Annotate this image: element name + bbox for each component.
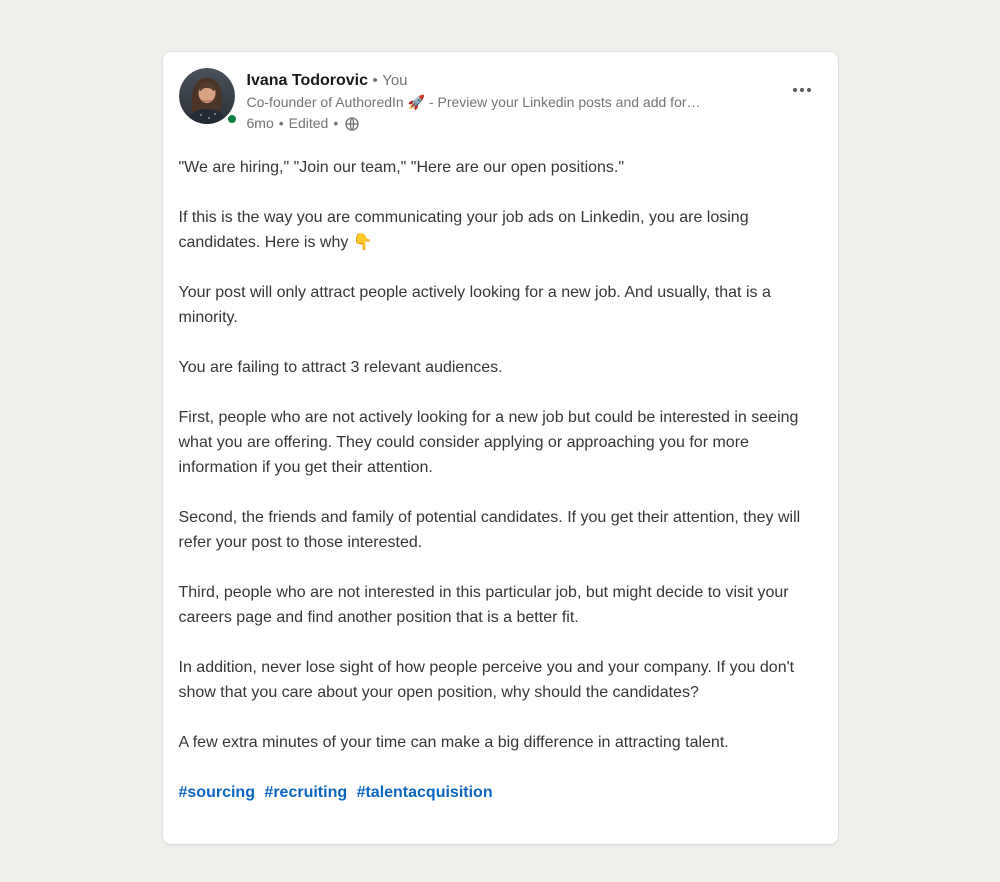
hashtag-row [179, 780, 822, 805]
post-header [179, 68, 822, 133]
post-paragraph: First, people who are not actively looking for a new job but could be interested in seeing what you are offering. They could consider applying or approaching you for more information if you get their attention. [178, 409, 799, 476]
post-paragraph: In addition, never lose sight of how people perceive you and your company. If you don't show that you care about your open position, why should the candidates? [178, 659, 795, 701]
meta-separator: • [333, 115, 339, 131]
post-body [179, 155, 822, 805]
hashtag-talentacquisition[interactable]: #talentacquisition [356, 784, 493, 801]
name-separator: • [372, 72, 378, 89]
post-paragraph: Second, the friends and family of potential candidates. If you get their attention, they will refer your post to those interested. [178, 509, 801, 551]
post-paragraph: You are failing to attract 3 relevant audiences. [178, 359, 503, 376]
presence-indicator [226, 113, 238, 125]
post-paragraph: "We are hiring," "Join our team," "Here are our open positions." [178, 159, 625, 176]
you-label: You [382, 72, 408, 89]
author-name-line [247, 71, 786, 91]
author-headline: Co-founder of AuthoredIn 🚀 - Preview your Linkedin posts and add for… [246, 94, 701, 110]
hashtag-sourcing[interactable]: #sourcing [178, 784, 255, 801]
edited-label: Edited [288, 115, 329, 131]
post-paragraph: Your post will only attract people actively looking for a new job. And usually, that is a minority. [178, 284, 771, 326]
author-name[interactable]: Ivana Todorovic [246, 72, 369, 89]
post-time: 6mo [246, 115, 274, 131]
meta-separator: • [278, 115, 284, 131]
author-info [247, 68, 786, 133]
ellipsis-icon [790, 78, 814, 102]
globe-icon [344, 116, 360, 132]
post-paragraph: Third, people who are not interested in this particular job, but might decide to visit your careers page and find another position that is a better fit. [178, 584, 789, 626]
hashtag-recruiting[interactable]: #recruiting [264, 784, 348, 801]
post-paragraph: A few extra minutes of your time can make a big difference in attracting talent. [178, 734, 729, 751]
post-meta [247, 114, 786, 133]
post-paragraph: If this is the way you are communicating your job ads on Linkedin, you are losing candidates. Here is why 👇 [178, 209, 749, 251]
author-avatar[interactable] [179, 68, 235, 124]
linkedin-post-card [163, 52, 838, 844]
overflow-menu-button[interactable] [786, 74, 818, 109]
